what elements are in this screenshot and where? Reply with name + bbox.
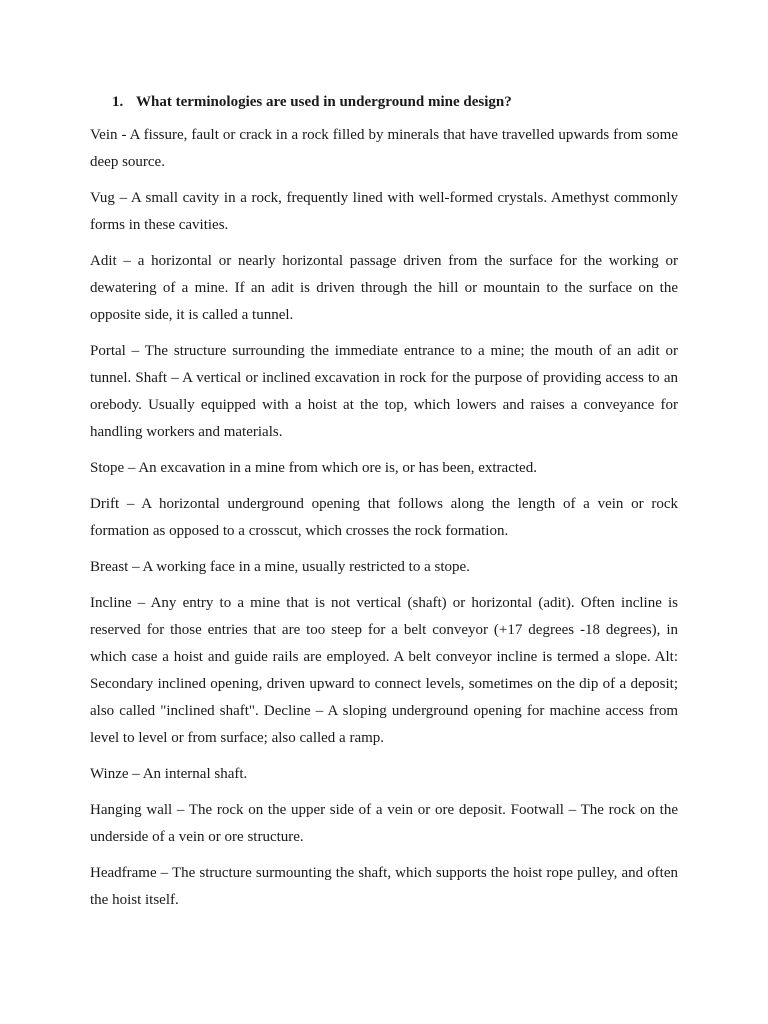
- paragraph-drift: Drift – A horizontal underground opening that follows along the length of a vein or rock formation as opposed to a crosscut, which crosses the rock formation.: [90, 496, 678, 539]
- paragraph-vein: Vein - A fissure, fault or crack in a rock filled by minerals that have travelled upwards from some deep source.: [90, 127, 678, 170]
- paragraph-stope: Stope – An excavation in a mine from which ore is, or has been, extracted.: [90, 460, 537, 476]
- heading-text: What terminologies are used in underground mine design?: [136, 94, 512, 110]
- heading-number: 1.: [112, 94, 124, 110]
- paragraph-breast: Breast – A working face in a mine, usually restricted to a stope.: [90, 559, 470, 575]
- paragraph-adit: Adit – a horizontal or nearly horizontal passage driven from the surface for the working or dewatering of a mine. If an adit is driven through the hill or mountain to the surface on the opposite side, it is called a tunnel.: [90, 253, 678, 323]
- paragraph-vug: Vug – A small cavity in a rock, frequently lined with well-formed crystals. Amethyst commonly forms in these cavities.: [90, 190, 678, 233]
- paragraph-hanging-wall-footwall: Hanging wall – The rock on the upper side of a vein or ore deposit. Footwall – The rock on the underside of a vein or ore structure.: [90, 802, 678, 845]
- question-heading: [90, 92, 678, 112]
- paragraph-winze: Winze – An internal shaft.: [90, 766, 248, 782]
- paragraph-portal-shaft: Portal – The structure surrounding the immediate entrance to a mine; the mouth of an adit or tunnel. Shaft – A vertical or inclined excavation in rock for the purpose of providing access to an orebody. Usually equipped with a hoist at the top, which lowers and raises a conveyance for handling workers and materials.: [90, 343, 678, 440]
- paragraph-incline-decline: Incline – Any entry to a mine that is not vertical (shaft) or horizontal (adit). Often incline is reserved for those entries that are too steep for a belt conveyor (+17 degrees -18 degrees), in which case a hoist and guide rails are employed. A belt conveyor incline is termed a slope. Alt: Secondary inclined opening, driven upward to connect levels, sometimes on the dip of a deposit; also called "inclined shaft". Decline – A sloping underground opening for machine access from level to level or from surface; also called a ramp.: [90, 595, 678, 746]
- paragraph-headframe: Headframe – The structure surmounting the shaft, which supports the hoist rope pulley, and often the hoist itself.: [90, 865, 678, 908]
